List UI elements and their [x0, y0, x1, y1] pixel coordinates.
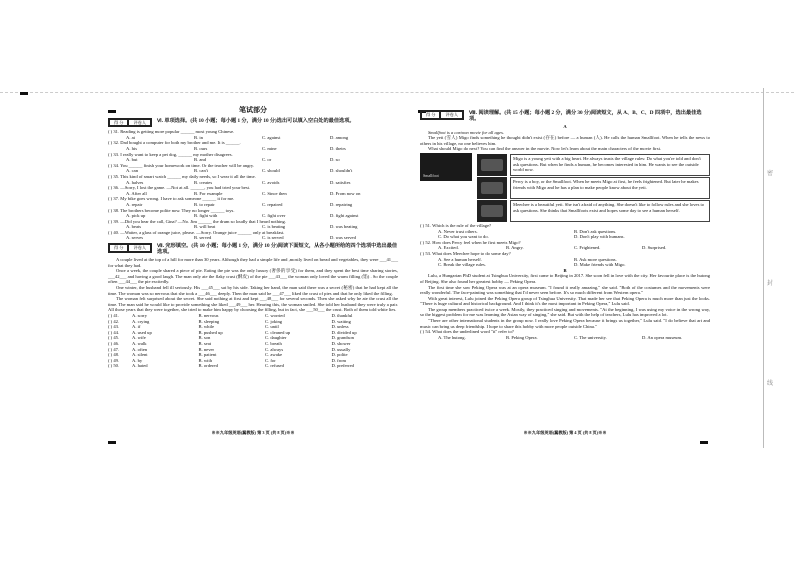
cloze-paragraph: One winter, the husband fell ill seriously. His ___45___ sat by his side. Taking her hand, the man said there was a secret (秘密) that he had kept all the time. The woman was so nervous that she took a ___46___ deeply. Then the man said he ___47___ liked the crust of pies and that he only liked the filling. [108, 285, 398, 296]
question-text: ( ) 40. —Waiter, a glass of orange juice, please. —Sorry. Orange juice ______ only at breakfast. [108, 229, 285, 235]
score-box [108, 243, 152, 253]
passage-a-questions [420, 223, 710, 268]
option: A. halves [126, 179, 144, 185]
character-text: Meechee is a beautiful yeti. She isn't afraid of anything. She doesn't like to follow rules and she loves to ask questions. She thinks that Smallfoots exist and hopes some day to see a human herself. [510, 200, 710, 222]
cloze-paragraph: A couple lived at the top of a hill for more than 30 years. Although they had a simple life and ,mostly lived on bread and vegetables, they were ___41___ for what they had. [108, 257, 398, 268]
option: B. ordered [198, 363, 218, 369]
sec8-header [420, 110, 710, 122]
cloze-number: ( ) 46. [108, 340, 120, 346]
option: A. can [126, 168, 138, 174]
option: D. polite [331, 352, 348, 358]
character-block [420, 153, 710, 223]
mcq-list [108, 129, 398, 241]
option: D. was served [330, 235, 356, 241]
option: C. Frightened. [574, 245, 601, 251]
question-text: ( ) 34. You ______ finish your homework on time. Or the teacher will be angry. [108, 162, 255, 168]
passage-b-text [420, 273, 710, 329]
character-picture [477, 200, 507, 222]
character-picture [477, 177, 507, 199]
passage-a-label: A [563, 124, 567, 129]
option: A. crying [132, 318, 150, 324]
question-54-options [420, 335, 710, 341]
option: D. was beating [330, 224, 358, 230]
question-text: ( ) 52. How does Percy feel when he first meets Migo? [420, 239, 521, 245]
option: D. From now on [330, 190, 361, 196]
passage-b-paragraph: "There are other international students in the group now. I really love Peking Opera because it brings us together," Lulu said. "I do believe that art and music can bring us deep friendship. I hope to share this hobby with more people outside China." [420, 318, 710, 329]
option: C. repaired [262, 201, 283, 207]
option: A. See a human herself. [438, 256, 482, 262]
option: D. theirs [330, 145, 346, 151]
option: C. mine [262, 145, 277, 151]
question-text: ( ) 36. —Sorry, I lost the game. —Not at all. ______, you had tried your best. [108, 185, 251, 191]
option: B. Ask more questions. [574, 256, 617, 262]
option: D. from [331, 357, 347, 363]
character-percy [477, 177, 710, 199]
sec6-heading: Ⅵ. 单项选择。(共 10 小题；每小题 1 分，满分 10 分)选出可以填入空白处的最佳选项。 [157, 117, 355, 124]
sec7-header [108, 243, 398, 255]
score-label: 得 分 [109, 119, 128, 127]
option: A. at [126, 134, 135, 140]
sec6-header [108, 118, 398, 128]
option: C. refused [265, 363, 284, 369]
grader-label: 评卷人 [128, 244, 151, 252]
option: A. but [126, 157, 138, 163]
question-options [420, 229, 710, 240]
passage-a-intro: What should Migo do next? You can find the answer in the movie. Now let's learn about the main characters of the movie first. [428, 146, 662, 152]
score-label: 得 分 [109, 244, 128, 252]
option: A. serves [126, 235, 144, 241]
score-box [420, 110, 464, 120]
passage-b-paragraph: The group members practiced twice a week. Mostly, they practiced singing and movements. "At the beginning, I was using my voice in the wrong way, so the biggest problem for me was learning the Asian way of singing," she said. But with the help of teachers, Lulu has improved a lot. [420, 306, 710, 318]
option: A. silent [132, 352, 148, 358]
character-migo [477, 154, 710, 176]
option: C. is beating [262, 224, 286, 230]
passage-b-paragraph: The first time she saw Peking Opera was at an opera museum. "I found it really amazing," she said. "Both of the costumes and the movements were really wonderful. The face-painting was something that I'd never seen before. It's so much different from Western opera." [420, 284, 710, 296]
option: C. until [265, 324, 279, 330]
section-title: 笔试部分 [239, 106, 267, 114]
option: C. against [262, 134, 281, 140]
option: A. The hutong. [438, 334, 466, 340]
option: D. unless [331, 324, 349, 330]
option: D. shouldn't [330, 168, 353, 174]
cloze-row [108, 363, 398, 369]
question-text: ( ) 51. Which is the rule of the village? [420, 222, 492, 228]
cloze-number: ( ) 47. [108, 346, 120, 352]
left-footer: ※※九年级英语(冀教版) 第 3 页 (共 8 页)※※ [211, 430, 295, 435]
cloze-number: ( ) 49. [108, 357, 120, 363]
option: A. Never trust others. [438, 228, 478, 234]
option: B. son [198, 335, 211, 341]
question-text: ( ) 32. Dad bought a computer for both my brother and me. It is ______. [108, 140, 241, 146]
option: C. always [265, 346, 284, 352]
option: D. usually [331, 346, 351, 352]
option: A. if [132, 324, 141, 330]
option: C. awake [265, 352, 283, 358]
sec8-heading: Ⅷ. 阅读理解。(共 15 小题；每小题 2 分，满分 30 分)阅读短文，从 A、B、C、D 四项中，选出最佳选项。 [469, 110, 702, 122]
option: A. by [132, 357, 143, 363]
option: C. daughter [265, 335, 287, 341]
option: D. satisfies [330, 179, 351, 185]
option: D. waiting [331, 318, 351, 324]
option: D. Make friends with Migo. [574, 262, 626, 268]
option: A. After all [126, 190, 147, 196]
option: D. among [330, 134, 349, 140]
option: B. creates [194, 179, 213, 185]
option: D. repairing [330, 201, 353, 207]
option: B. seat [198, 340, 212, 346]
grader-label: 评卷人 [128, 119, 151, 127]
option: B. never [198, 346, 215, 352]
question-text: ( ) 54. What does the underlined word "it" refer to? [420, 329, 514, 335]
score-box [108, 118, 152, 128]
option: C. cleaned up [265, 329, 291, 335]
option: A. often [132, 346, 148, 352]
option: D. so [330, 157, 340, 163]
option: A. his [126, 145, 137, 151]
option: A. walk [132, 340, 147, 346]
option: B. ours [194, 145, 208, 151]
option: B. can't [194, 168, 208, 174]
option: D. fight against [330, 213, 359, 219]
option: D. grandson [331, 335, 354, 341]
option: A. beats [126, 224, 142, 230]
question-text: ( ) 38. The brothers become polite now. They no longer ______ toys. [108, 207, 235, 213]
option: C. for [265, 357, 276, 363]
cloze-options [108, 313, 398, 369]
sec7-heading: Ⅶ. 完形填空。(共 10 小题；每小题 1 分，满分 10 分)阅读下面短文，从各小题所给的四个选项中选出最佳选项。 [157, 243, 398, 256]
registration-mark-bl [108, 441, 116, 444]
binding-char: 线 [767, 381, 774, 387]
character-text: Percy is a boy, or the Smallfoot. When he meets Migo at first, he feels frightened. But later he makes friends with Migo and he has a plan to make people know about the yeti. [510, 177, 710, 199]
option: B. For example [194, 190, 223, 196]
right-page [420, 108, 710, 340]
cloze-number: ( ) 50. [108, 363, 120, 369]
passage-a-intro: Smallfoot is a cartoon movie for all ages. [428, 129, 505, 135]
option: C. Do what you want to do. [438, 234, 489, 240]
option: C. joking [265, 318, 283, 324]
cloze-paragraph: The woman felt surprised about the secret. She said nothing at first and kept ___48___ for several seconds. Then she asked why he ate the crust all the time. The man said he would like to provide something she liked ___49___ her. Hearing this, the woman smiled. She told her husband they were truly a pair. All those years that they were together, she tried to make him happy by choosing the filling, but in fact, she ___50___ the crust. Both of them told white lies. [108, 296, 398, 313]
left-page [108, 108, 398, 369]
question-options [420, 257, 710, 268]
option: C. fight over [262, 213, 286, 219]
passage-a-intro: The yeti (雪人) Migo finds something he thought didn't exist (存在) before — a human (人). He calls the human Smallfoot. When he tells the news to others in his village, no one believes him. [420, 135, 710, 146]
option: B. patient [198, 352, 217, 358]
option: C. avoids [262, 179, 280, 185]
cloze-number: ( ) 42. [108, 318, 120, 324]
cloze-number: ( ) 44. [108, 329, 120, 335]
option: B. fight with [194, 213, 218, 219]
option: C. The university. [574, 334, 607, 340]
poster-image [420, 153, 472, 181]
question-text: ( ) 33. I really want to keep a pet dog, ______ my mother disagrees. [108, 151, 233, 157]
option: C. breath [265, 340, 282, 346]
option: D. preferred [331, 363, 354, 369]
option: C. or [262, 157, 272, 163]
option: A. Excited. [438, 245, 459, 251]
score-label: 得 分 [421, 111, 440, 119]
question-options [108, 235, 398, 241]
grader-label: 评卷人 [440, 111, 463, 119]
registration-mark-left [20, 92, 28, 95]
option: A. repair [126, 201, 143, 207]
character-meechee [477, 200, 710, 222]
option: B. while [198, 324, 215, 330]
option: C. is served [262, 235, 284, 241]
poster-title: Smallfoot [423, 173, 439, 179]
binding-margin [763, 88, 780, 448]
option: C. should [262, 168, 280, 174]
option: D. Don't play with humans. [574, 234, 625, 240]
passage-b-paragraph: Lulu, a Hungarian PhD student at Tsinghua University, first came to Beijing in 2017. She soon fell in love with the city. Her favourite place is the hutong of Beijing. She also found her greatest hobby — Peking Opera. [420, 273, 710, 284]
option: B. Don't ask questions. [574, 228, 617, 234]
character-list [477, 153, 710, 223]
option: D. Surprised. [642, 245, 667, 251]
option: B. Angry. [506, 245, 524, 251]
option: B. in [194, 134, 203, 140]
option: C. Since then [262, 190, 287, 196]
passage-b-paragraph: With great interest, Lulu joined the Peking Opera group of Tsinghua University. That made her see that Peking Opera is much more than just the looks. "There is huge cultural and historical background. And I think it's the most important in Peking Opera," Lulu said. [420, 295, 710, 307]
registration-mark-br [700, 441, 708, 444]
option: B. served [194, 235, 212, 241]
option: B. will beat [194, 224, 216, 230]
option: B. nervous [198, 313, 219, 318]
question-text: ( ) 31. Reading is getting more popular ______ most young Chinese. [108, 129, 235, 135]
cloze-number: ( ) 41. [108, 313, 120, 318]
option: A. sorry [132, 313, 148, 318]
option: B. pushed up [198, 329, 223, 335]
option: A. used up [132, 329, 152, 335]
option: B. and [194, 157, 206, 163]
cloze-number: ( ) 43. [108, 324, 120, 330]
binding-char: 密 [767, 171, 774, 177]
right-footer: ※※九年级英语(冀教版) 第 4 页 (共 8 页)※※ [523, 430, 607, 435]
cloze-number: ( ) 45. [108, 335, 120, 341]
passage-b-label: B [563, 267, 567, 273]
option: D. thankful [331, 313, 353, 318]
option: B. sleeping [198, 318, 220, 324]
option: B. Peking Opera. [506, 334, 538, 340]
option: A. hated [132, 363, 148, 369]
option: B. to repair [194, 201, 215, 207]
binding-char: 封 [767, 281, 774, 287]
cloze-paragraph: Once a week, the couple shared a piece of pie. Eating the pie was the only luxury (奢侈的享受) for them, and they spent the best time sharing stories, ___42___ and having a good laugh. The man only ate the flaky crust (酥皮) of the pie ___43___ the woman only loved the warm filling (馅) . So the couple often ___44___ the pie excitedly. [108, 268, 398, 285]
option: B. with [198, 357, 213, 363]
option: A. wife [132, 335, 146, 341]
option: D. divided up [331, 329, 357, 335]
option: D. An opera museum. [642, 334, 683, 340]
movie-poster [420, 153, 474, 223]
option: C. worried [265, 313, 285, 318]
option: C. Break the village rules. [438, 262, 486, 268]
scan-fold-line [0, 92, 794, 93]
character-picture [477, 154, 507, 176]
question-text: ( ) 53. What does Meechee hope to do some day? [420, 250, 511, 256]
option: D. shower [331, 340, 351, 346]
character-text: Migo is a young yeti with a big heart. He always trusts the village rules: Do what you're told and don't ask questions. But when he finds a human, he becomes interested in him. He wants to see the outside world now. [510, 154, 710, 176]
question-text: ( ) 39. —Did you hear the call, Gina? —No. Jim ______ the drum so loudly that I heard nothing. [108, 218, 286, 224]
option: A. pick up [126, 213, 146, 219]
question-text: ( ) 35. This kind of smart watch ______ my daily needs, so I wear it all the time. [108, 173, 256, 179]
cloze-number: ( ) 48. [108, 352, 120, 358]
question-text: ( ) 37. My bike goes wrong. I have to ask someone ______ it for me. [108, 196, 235, 202]
